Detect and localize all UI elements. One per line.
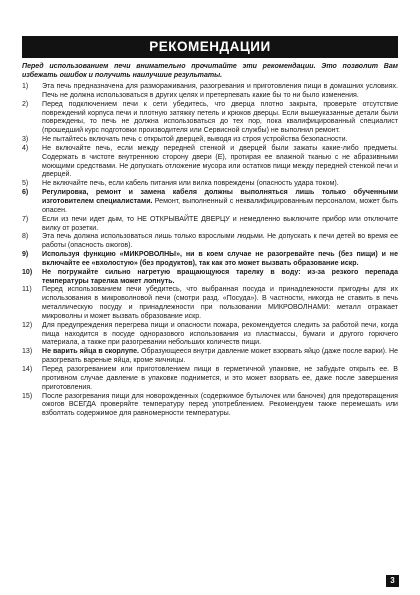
item-bold-text: Регулировка, ремонт и замена кабеля должны выполняться лишь только обученными изготовителем специалистами. xyxy=(42,189,398,205)
item-text: Перед разогреванием или приготовлением пищи в герметичной упаковке, не забудьте открыть ее. В противном случае давление в упаковке поднимется, и это может взорвать ее, даже после завершения приготовления. xyxy=(42,366,398,391)
item-number: 2) xyxy=(22,100,29,108)
intro-paragraph: Перед использованием печи внимательно прочитайте эти рекомендации. Это позволит Вам избежать ошибок и получить наилучшие результаты. xyxy=(22,63,398,79)
list-item xyxy=(22,251,398,269)
item-number: 12) xyxy=(22,321,33,329)
item-text: Не включайте печь, если кабель питания или вилка повреждены (опасность удара током). xyxy=(42,180,339,188)
item-number: 13) xyxy=(22,348,33,356)
item-number: 7) xyxy=(22,215,29,223)
list-item xyxy=(22,216,398,234)
item-number: 1) xyxy=(22,83,29,90)
list-item xyxy=(22,180,398,189)
list-item xyxy=(22,233,398,251)
item-number: 15) xyxy=(22,392,33,400)
list-item xyxy=(22,83,398,101)
item-bold-text: Не погружайте сильно нагретую вращающуюся тарелку в воду: из-за резкого перепада температуры тарелка может лопнуть. xyxy=(42,268,398,285)
item-text: Не пытайтесь включать печь с открытой дверцей, выводя из строя устройства безопасности. xyxy=(42,136,348,144)
item-number: 14) xyxy=(22,366,33,373)
item-number: 5) xyxy=(22,180,29,188)
item-text: Эта печь предназначена для размораживания, разогревания и приготовления пищи в домашних условиях. Печь не должна использоваться в других целях и претерпевать какие бы то ни было изменения. xyxy=(42,83,398,99)
item-number: 6) xyxy=(22,189,29,197)
list-item xyxy=(22,348,398,366)
item-text: Перед использованием печи убедитесь, что выбранная посуда и принадлежности пригодны для их использования в микроволновой печи (смотри разд. «Посуда»). В частности, никогда не ставить в печь металлическую посуду и принадлежности при пользовании МИКРОВОЛНАМИ: металл отражает микроволны и может вызвать образование искр. xyxy=(42,286,398,320)
list-item xyxy=(22,366,398,393)
item-number: 11) xyxy=(22,286,32,294)
section-header xyxy=(22,36,398,58)
list-item xyxy=(22,286,398,321)
list-item xyxy=(22,189,398,216)
item-text: Ремонт, выполненный с неквалифицированным персоналом, может быть опасен. xyxy=(42,197,398,214)
item-text: Образующееся внутри давление может взорвать яйцо (даже после варки). Не разогревать вареные яйца, кроме яичницы. xyxy=(42,348,398,365)
item-number: 3) xyxy=(22,136,29,144)
list-item xyxy=(22,101,398,136)
recommendations-list xyxy=(22,83,398,419)
item-number: 4) xyxy=(22,144,29,152)
item-text: Эта печь должна использоваться лишь только взрослыми людьми. Не допускать к печи детей во время ее работы (опасность ожогов). xyxy=(42,233,398,250)
item-text: Перед подключением печи к сети убедитесь, что дверца плотно закрыта, проверьте отсутствие повреждений корпуса печи и плотную затяжку петель и крюков дверцы. Если вышеуказанные детали были повреждены, то печь не должна использоваться до тех пор, пока квалифицированный специалист (прошедший курс подготовки производителя или Сервисной службы) не выполнил ремонт. xyxy=(42,100,398,135)
item-text: Не включайте печь, если между передней стенкой и дверцей были зажаты какие-либо предметы. Содержать в чистоте внутреннюю сторону двери (Е), протирая ее влажной тканью с не абразивными моющими средствами. Не допускать отложение мусора или остатков пищи между передней стенкой печи и дверцей. xyxy=(42,144,398,179)
item-text: После разогревания пищи для новорожденных (содержимое бутылочек или баночек) для предотвращения ожогов ВСЕГДА проверяйте температуру перед употреблением. Рекомендуем также перемешать или взболтать содержимое для равномерности температуры. xyxy=(42,392,398,418)
item-number: 8) xyxy=(22,233,29,241)
page-number: 3 xyxy=(386,575,399,587)
list-item xyxy=(22,322,398,349)
item-bold-text: Используя функцию «МИКРОВОЛНЫ», ни в коем случае не разогревайте печь (без пищи) и не включайте ее «вхолостую» (без продуктов), так как это может вызвать образование искр. xyxy=(42,251,398,267)
item-bold-text: Не варить яйца в скорлупе. xyxy=(42,348,139,356)
item-text: Для предупреждения перегрева пищи и опасности пожара, рекомендуется следить за работой печи, когда пища находится в посуде одноразового использования из пластмассы, бумаги и другого горючего материала, а также при разогревании небольших количеств пищи. xyxy=(42,321,398,347)
list-item xyxy=(22,393,398,420)
list-item xyxy=(22,145,398,180)
item-number: 10) xyxy=(22,268,33,276)
item-number: 9) xyxy=(22,251,29,259)
list-item xyxy=(22,136,398,145)
list-item xyxy=(22,269,398,287)
item-text: Если из печи идет дым, то НЕ ОТКРЫВАЙТЕ ДВЕРЦУ и немедленно выключите прибор или отключите вилку от розетки. xyxy=(42,215,398,232)
section-title: РЕКОМЕНДАЦИИ xyxy=(149,39,271,54)
